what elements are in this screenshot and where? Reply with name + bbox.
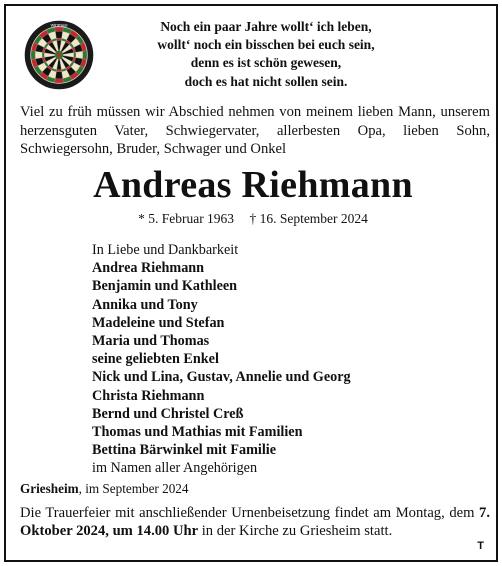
poem-line: Noch ein paar Jahre wollt‘ ich leben, <box>160 19 372 34</box>
place-date <box>20 481 189 497</box>
publisher-mark: T <box>477 540 484 552</box>
life-dates <box>6 211 500 227</box>
funeral-info <box>20 504 490 540</box>
mourner-name: Andrea Riehmann <box>92 260 205 277</box>
funeral-text: Die Trauerfeier mit anschließender Urnenbeisetzung findet am Montag, dem <box>20 505 480 521</box>
funeral-text-end: in der Kirche zu Griesheim statt. <box>198 523 393 540</box>
mourner-name: Madeleine und Stefan <box>92 314 225 331</box>
poem-line: denn es ist schön gewesen, <box>190 55 342 71</box>
mourner-name: Bettina Bärwinkel mit Familie <box>92 442 277 459</box>
mourner-name: Benjamin und Kathleen <box>92 278 238 295</box>
mourners-list <box>92 241 472 478</box>
mourner-name: Thomas und Mathias mit Familien <box>92 424 303 441</box>
dartboard-icon <box>24 20 94 90</box>
mourners-intro: In Liebe und Dankbarkeit <box>92 242 239 258</box>
mourner-name: Christa Riehmann <box>92 387 205 404</box>
place: Griesheim <box>20 481 79 496</box>
poem <box>110 18 422 91</box>
birth-date: * 5. Februar 1963 <box>138 211 235 226</box>
mourner-name: seine geliebten Enkel <box>92 351 219 368</box>
deceased-name: Andreas Riehmann <box>93 164 413 206</box>
mourner-name: Maria und Thomas <box>92 333 210 350</box>
poem-line: doch es hat nicht sollen sein. <box>184 73 348 89</box>
death-date: † 16. September 2024 <box>249 211 368 226</box>
dartboard-logo: winmau <box>50 23 68 29</box>
funeral-date-time: 7. Oktober 2024, um 14.00 Uhr <box>20 505 490 540</box>
obituary-notice <box>4 4 498 562</box>
poem-line: wollt‘ noch ein bisschen bei euch sein, <box>157 37 375 53</box>
mourners-closing: im Namen aller Angehörigen <box>92 460 258 477</box>
mourner-name: Nick und Lina, Gustav, Annelie und Georg <box>92 369 351 386</box>
intro-text: Viel zu früh müssen wir Abschied nehmen von meinem lieben Mann, unserem herzensguten Vater, Schwiegervater, allerbesten Opa, lieben Sohn, Schwiegersohn, Bruder, Schwager und Onkel <box>20 104 490 157</box>
mourner-name: Annika und Tony <box>92 296 198 313</box>
mourner-name: Bernd und Christel Creß <box>92 405 244 422</box>
date: , im September 2024 <box>78 481 189 496</box>
